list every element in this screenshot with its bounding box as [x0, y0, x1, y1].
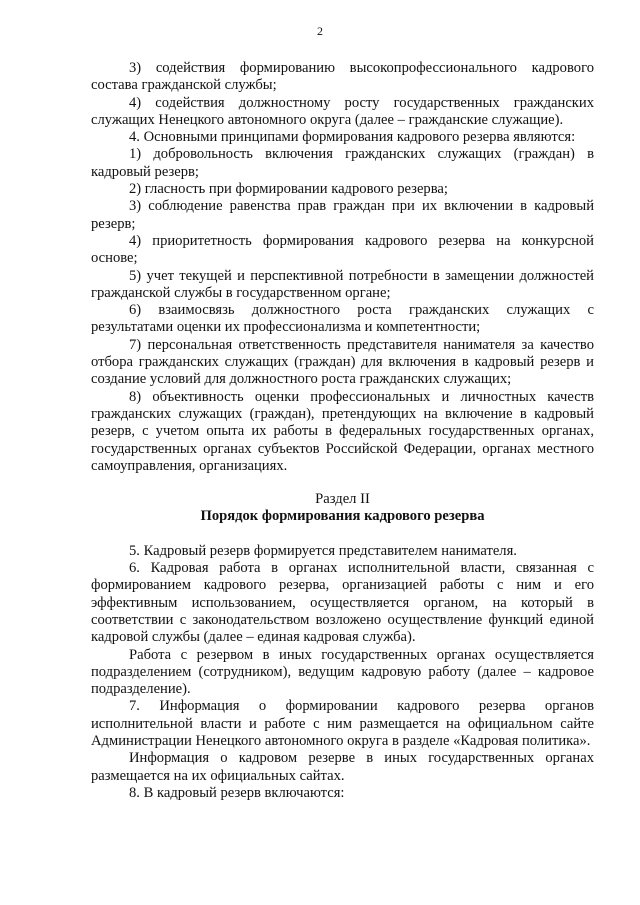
- paragraph: Информация о кадровом резерве в иных государственных органах размещается на их официальных сайтах.: [91, 750, 594, 784]
- section-heading: [91, 491, 594, 526]
- paragraph: 5) учет текущей и перспективной потребности в замещении должностей гражданской службы в государственном органе;: [91, 267, 594, 301]
- document-body: [91, 60, 594, 802]
- paragraph: 6. Кадровая работа в органах исполнительной власти, связанная с формированием кадрового резерва, организацией работы с ним и его эффективным использованием, осуществляется органом, на который в соответствии с законодательством возложено осуществление функций единой кадровой службы (далее – единая кадровая служба).: [91, 560, 594, 646]
- paragraph: 7. Информация о формировании кадрового резерва органов исполнительной власти и работе с ним размещается на официальном сайте Администрации Ненецкого автономного округа в разделе «Кадровая политика».: [91, 698, 594, 749]
- paragraph: 6) взаимосвязь должностного роста гражданских служащих с результатами оценки их профессионализма и компетентности;: [91, 302, 594, 336]
- paragraph: 4. Основными принципами формирования кадрового резерва являются:: [129, 129, 576, 146]
- paragraph: 4) содействия должностному росту государственных гражданских служащих Ненецкого автономного округа (далее – гражданские служащие).: [91, 94, 594, 128]
- paragraph: 8. В кадровый резерв включаются:: [129, 784, 345, 801]
- section-label: Раздел II: [315, 491, 370, 508]
- paragraph: 5. Кадровый резерв формируется представителем нанимателя.: [129, 542, 517, 559]
- paragraph: 2) гласность при формировании кадрового резерва;: [129, 181, 448, 198]
- page-number: 2: [317, 24, 323, 38]
- paragraph: 3) содействия формированию высокопрофессионального кадрового состава гражданской службы;: [91, 60, 594, 94]
- paragraph: 7) персональная ответственность представителя нанимателя за качество отбора гражданских служащих (граждан) для включения в кадровый резерв и создание условий для должностного роста гражданских служащих;: [91, 336, 594, 388]
- paragraph: 3) соблюдение равенства прав граждан при их включении в кадровый резерв;: [91, 198, 594, 232]
- paragraph: 1) добровольность включения гражданских служащих (граждан) в кадровый резерв;: [91, 146, 594, 180]
- paragraph: 4) приоритетность формирования кадрового резерва на конкурсной основе;: [91, 232, 594, 267]
- paragraph: 8) объективность оценки профессиональных и личностных качеств гражданских служащих (граждан), претендующих на включение в кадровый резерв, с учетом опыта их работы в федеральных государственных органах, государственных органах субъектов Российской Федерации, органах местного самоуправления, организациях.: [91, 388, 594, 474]
- section-title: Порядок формирования кадрового резерва: [200, 508, 485, 525]
- paragraph: Работа с резервом в иных государственных органах осуществляется подразделением (сотрудником), ведущим кадровую работу (далее – кадровое подразделение).: [91, 646, 594, 698]
- section-spacer: [91, 526, 594, 543]
